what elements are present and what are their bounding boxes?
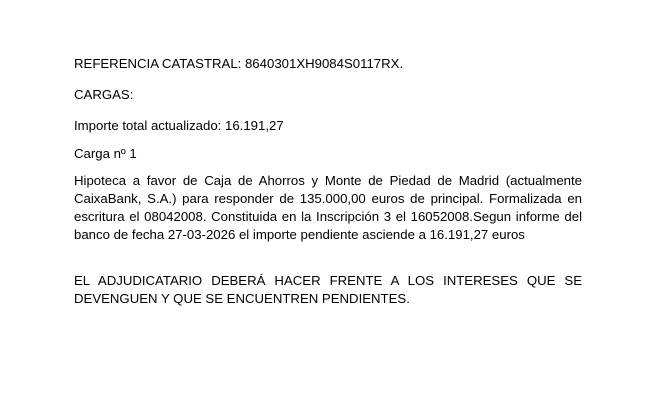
adjudicatario-paragraph bbox=[74, 272, 582, 308]
hipoteca-line: CaixaBank, S.A.) para responder de 135.000,00 euros de principal. Formalizada en bbox=[74, 191, 582, 206]
hipoteca-paragraph bbox=[74, 172, 582, 244]
hipoteca-line: banco de fecha 27-03-2026 el importe pendiente asciende a 16.191,27 euros bbox=[74, 227, 525, 242]
adjudicatario-line: EL ADJUDICATARIO DEBERÁ HACER FRENTE A LOS INTERESES QUE SE bbox=[74, 273, 582, 288]
hipoteca-line: Hipoteca a favor de Caja de Ahorros y Monte de Piedad de Madrid (actualmente bbox=[74, 173, 582, 188]
hipoteca-line: escritura el 08042008. Constituida en la Inscripción 3 el 16052008.Segun informe del bbox=[74, 209, 582, 224]
cargas-heading: CARGAS: bbox=[74, 87, 134, 102]
carga-label: Carga nº 1 bbox=[74, 146, 137, 161]
importe-total: Importe total actualizado: 16.191,27 bbox=[74, 118, 284, 133]
referencia-catastral: REFERENCIA CATASTRAL: 8640301XH9084S0117RX. bbox=[74, 56, 404, 71]
adjudicatario-line: DEVENGUEN Y QUE SE ENCUENTREN PENDIENTES. bbox=[74, 291, 410, 306]
